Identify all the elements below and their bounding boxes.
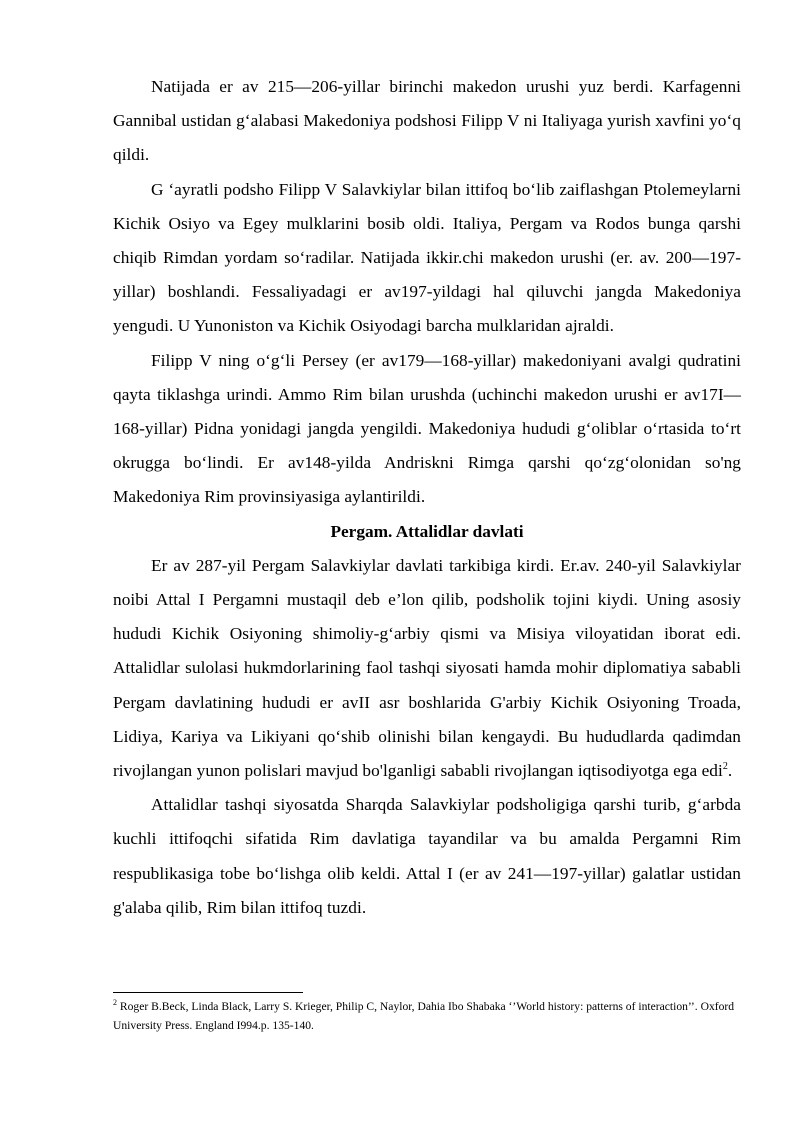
paragraph-pergam-origin [113,549,741,788]
paragraph-second-macedonian-war: G ‘ayratli podsho Filipp V Salavkiylar bilan ittifoq bo‘lib zaiflashgan Ptolemeylarni Kichik Osiyo va Egey mulklarini bosib oldi. Italiya, Pergam va Rodos bunga qarshi chiqib Rimdan yordam so‘radilar. Natijada ikkir.chi makedon urushi (er. av. 200—197-yillar) boshlandi. Fessaliyadagi er av197-yildagi hal qiluvchi jangda Makedoniya yengudi. U Yunoniston va Kichik Osiyodagi barcha mulklaridan ajraldi. [113,179,741,336]
paragraph-attalid-foreign-policy: Attalidlar tashqi siyosatda Sharqda Salavkiylar podsholigiga qarshi turib, g‘arbda kuchli ittifoqchi sifatida Rim davlatiga tayandilar va bu amalda Pergamni Rim respublikasiga tobe bo‘lishga olib keldi. Attal I (er av 241—197-yillar) galatlar ustidan g'alaba qilib, Rim bilan ittifoq tuzdi. [113,795,741,917]
paragraph-third-macedonian-war: Filipp V ning o‘g‘li Persey (er av179—168-yillar) makedoniyani avalgi qudratini qayta tiklashga urindi. Ammo Rim bilan urushda (uchinchi makedon urushi er av17I—168-yillar) Pidna yonidagi jangda yengildi. Makedoniya hududi g‘oliblar o‘rtasida to‘rt okrugga bo‘lindi. Er av148-yilda Andriskni Rimga qarshi qo‘zg‘olonidan so'ng Makedoniya Rim provinsiyasiga aylantirildi. [113,350,741,507]
paragraph-first-macedonian-war: Natijada er av 215—206-yillar birinchi makedon urushi yuz berdi. Karfagenni Gannibal ustidan g‘alabasi Makedoniya podshosi Filipp V ni Italiyaga yurish xavfini yo‘q qildi. [113,77,741,165]
section-heading: Pergam. Attalidlar davlati [330,521,524,541]
document-body [113,70,741,925]
footnote [113,998,741,1035]
footnote-separator [113,992,303,993]
footnote-number: 2 [113,998,117,1008]
footnote-text: Roger B.Beck, Linda Black, Larry S. Krieger, Philip C, Naylor, Dahia Ibo Shabaka ‘’World history: patterns of interaction’’. Oxford University Press. England I994.p. 135-140. [113,1000,735,1032]
footnote-reference[interactable]: 2 [722,761,728,773]
sentence-end-period: . [727,761,733,781]
paragraph-pergam-origin-text: Er av 287-yil Pergam Salavkiylar davlati tarkibiga kirdi. Er.av. 240-yil Salavkiylar noibi Attal I Pergamni mustaqil deb e’lon qilib, podsholik tojini kiydi. Uning asosiy hududi Kichik Osiyoning shimoliy-g‘arbiy qismi va Misiya viloyatidan iborat edi. Attalidlar sulolasi hukmdorlarining faol tashqi siyosati hamda mohir diplomatiya sababli Pergam davlatining hududi er avII asr boshlarida G'arbiy Kichik Osiyoning Troada, Lidiya, Kariya va Likiyani qo‘shib olinishi bilan kengaydi. Bu hududlarda qadimdan rivojlangan yunon polislari mavjud bo'lganligi sababli rivojlangan iqtisodiyotga ega edi [113,555,741,781]
